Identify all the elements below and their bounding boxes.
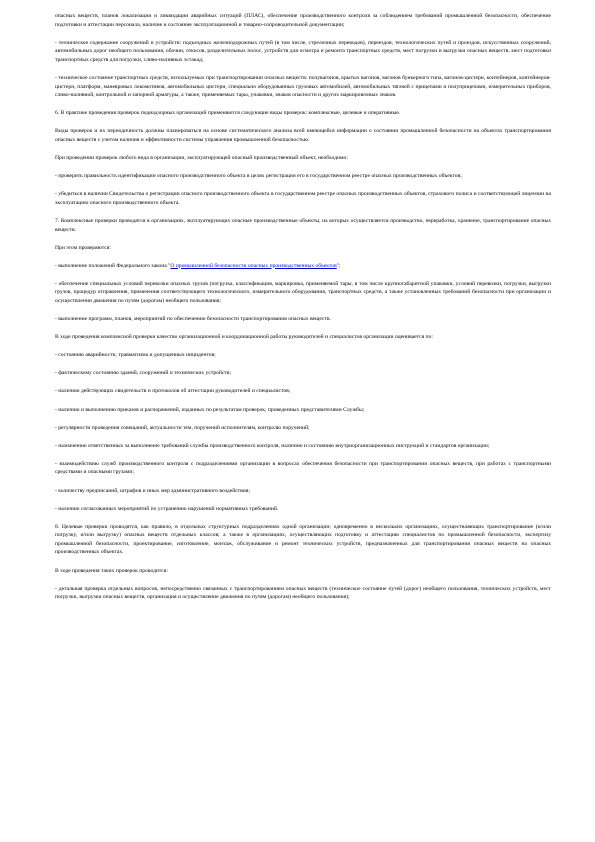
paragraph: - техническое состояние транспортных средств, используемых при транспортировании опасных веществ: полувагонов, крытых вагонов, вагонов бункерного типа, вагонов-цистерн, контейнеров, контейнеров-цистерн, платформ, маневровых локомотивов, автомобильных цистерн, специально оборудованных грузовых автомобилей, автомобильных тягачей с прицепами и полуприцепами, измерительных приборов, сливо-наливной, контрольной и запорной арматуры, а также, применяемых тары, упаковки, знаков опасности и других маркировочных знаков. [55, 74, 551, 99]
paragraph: 6. В практике проведения проверок поднадзорных организаций применяются следующие виды проверок: комплексные, целевые и оперативные. [55, 110, 401, 117]
paragraph: - проверить правильность идентификации опасного производственного объекта в целях регистрации его в государственном реестре опасных производственных объектов; [55, 173, 462, 180]
paragraph: Виды проверок и их периодичность должны планироваться на основе систематического анализа всей имеющейся информации о состоянии промышленной безопасности на объектах транспортирования опасных веществ с учетом наличия и эффективности системы управления промышленной безопасностью. [55, 128, 551, 143]
paragraph: - взаимодействию служб производственного контроля с подразделениями организации в вопросах обеспечения безопасности при транспортировании опасных веществ, при работах с транспортными средствами и опасными грузами; [55, 460, 551, 476]
paragraph: - выполнение программ, планов, мероприятий по обеспечению безопасности транспортирования опасных веществ. [55, 316, 331, 323]
paragraph: В ходе проведения комплексной проверки качество организационной и координационной работы руководителей и специалистов организации оценивается по: [55, 334, 433, 341]
paragraph: - наличию согласованных мероприятий по устранению нарушений нормативных требований. [55, 505, 279, 512]
paragraph: - фактическому состоянию зданий, сооружений и технических устройств; [55, 370, 232, 377]
paragraph-text-after: "; [336, 262, 341, 269]
document-page [55, 12, 551, 611]
paragraph: - наличию и выполнению приказов и распоряжений, изданных по результатам проверок, проведенных представителями Службы; [55, 406, 365, 413]
paragraph: 8. Целевые проверки проводятся, как правило, в отдельных структурных подразделениях одной организации; одновременно в нескольких организациях, осуществляющих транспортирование (и/или погрузку, и/или выгрузку) опасных веществ отдельных классов; а также в организациях, осуществляющих подготовку и аттестацию специалистов по промышленной безопасности, экспертизу промышленной безопасности, проектирование, изготовление, монтаж, обслуживание и ремонт технических устройств, предназначенных для транспортирования опасных веществ на опасных производственных объектах. [55, 523, 551, 556]
paragraph: При проведении проверок любого вида в организации, эксплуатирующей опасный производственный объект, необходимо: [55, 155, 348, 162]
paragraph: опасных веществ, планов локализации и ликвидации аварийных ситуаций (ПЛАС), обеспечение производственного контроля за соблюдением требований промышленной безопасности, обеспечение подготовки и аттестации персонала, наличие и состояние эксплуатационной и товарно-сопроводительной документации; [55, 13, 551, 28]
paragraph-with-link [55, 262, 551, 271]
paragraph: - назначению ответственных за выполнение требований службы производственного контроля, наличию и состоянию внутриорганизационных инструкций и стандартов организации; [55, 442, 490, 449]
paragraph: - состоянию аварийности, травматизма и допущенных инцидентов; [55, 352, 216, 359]
paragraph: - техническое содержание сооружений и устройств: подъездных железнодорожных путей (в том числе, стрелочных переводов), переездов, технологических путей и проездов, искусственных сооружений, автомобильных дорог необщего пользования, обочин, откосов, разделительных полос, устройств для осмотра и ремонта транспортных средств, мест погрузки и выгрузки опасных веществ, мест подготовки транспортных средств для погрузки, сливо-наливных эстакад; [55, 39, 551, 63]
paragraph: В ходе проведения таких проверок проводится: [55, 567, 169, 574]
paragraph: 7. Комплексные проверки проводятся в организациях, эксплуатирующих опасные производственные объекты, на которых осуществляется производство, переработка, хранение, транспортирование опасных веществ. [55, 217, 551, 233]
paragraph: - убедиться в наличии Свидетельства о регистрации опасного производственного объекта в государственном реестре опасных производственных объектов, страхового полиса и соответствующей лицензии на эксплуатацию опасного производственного объекта. [55, 191, 551, 206]
paragraph-text: - выполнение положений Федерального закона " [55, 262, 171, 269]
federal-law-link[interactable]: О промышленной безопасности опасных производственных объектов [170, 262, 337, 269]
paragraph: - детальная проверка отдельных вопросов, непосредственно связанных с транспортированием опасных веществ (техническое состояние путей (дорог) необщего пользования, технических устройств, мест погрузки, выгрузки опасных веществ, организация и осуществление движения по путям (дорогам) необщего пользования); [55, 585, 551, 601]
paragraph: - регулярности проведения совещаний, актуальности тем, поручений исполнителям, контролю поручений; [55, 424, 310, 431]
paragraph: - обеспечение специальных условий перевозки опасных грузов (погрузка, классификация, маркировка, применяемой тары, в том числе крупногабаритной упаковки, условий перевозки, погрузки, выгрузки грузов, процедур отправления, применения соответствующего технологического, измерительного оборудования, транспортных средств, а также установленных требований безопасности при организации и осуществлении движения по путям (дорогам) необщего пользования; [55, 280, 551, 304]
paragraph: - наличию действующих свидетельств и протоколов об аттестации руководителей и специалистов; [55, 388, 291, 395]
paragraph: При этом проверяются: [55, 244, 111, 251]
paragraph: - количеству предписаний, штрафов и иных мер административного воздействия; [55, 487, 250, 494]
